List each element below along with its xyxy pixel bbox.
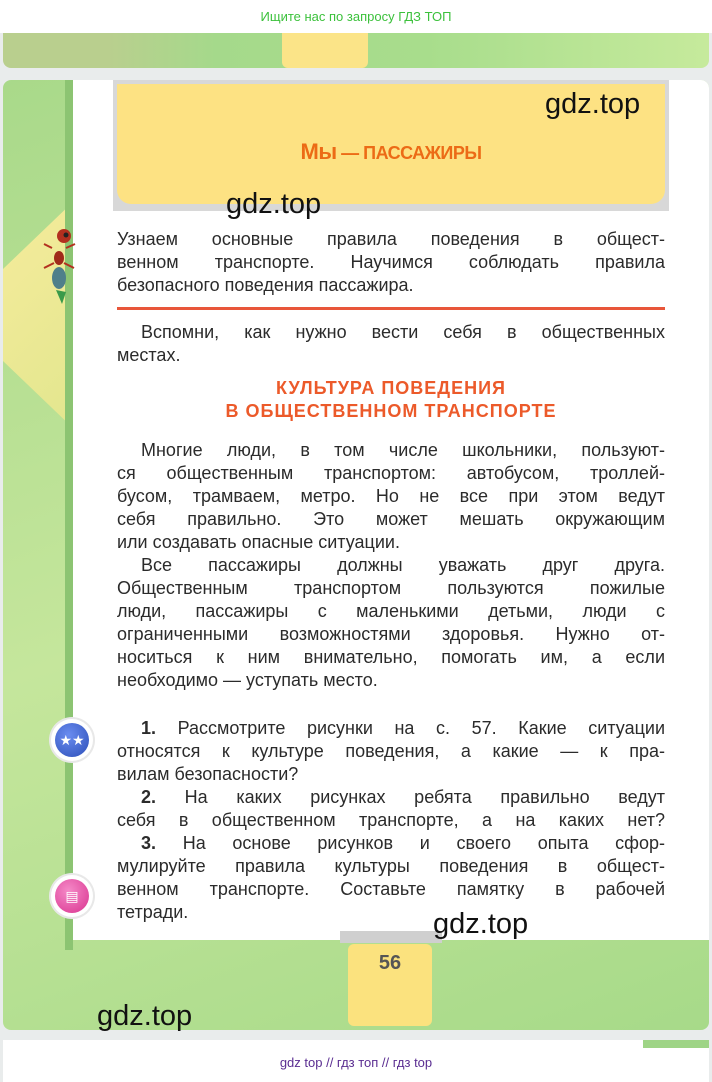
workbook-icon: ▤ — [51, 875, 93, 917]
divider — [117, 307, 665, 310]
lesson-intro: Узнаем основные правила поведения в общест- венном транспорте. Научимся соблюдать правила безопасного поведения пассажира. — [117, 229, 665, 295]
body-text: Многие люди, в том числе школьники, пользуют- ся общественным транспортом: автобусом, троллей- бусом, трамваем, метро. Но не все при этом ведут себя правильно. Это может мешать окружающим или создавать опасные ситуации. Все пассажиры должны уважать друг друга. Общественным транспортом пользуются пожилые люди, пассажиры с маленькими детьми, люди с ограниченными возможностями здоровья. Нужно от- носиться к ним внимательно, помогать им, а если необходимо — уступать место. — [117, 440, 665, 690]
watermark: gdz.top — [545, 88, 641, 120]
page-number: 56 — [348, 944, 432, 1026]
ant-mascot-icon — [42, 218, 78, 308]
watermark: gdz.top — [433, 908, 529, 940]
recall-text: Вспомни, как нужно вести себя в общественных местах. — [117, 322, 665, 365]
questions: 1. Рассмотрите рисунки на с. 57. Какие ситуации относятся к культуре поведения, а какие — к пра- вилам безопасности? 2. На каких рисунках ребята правильно ведут себя в общественном транспорте, а на каких нет? 3. На основе рисунков и своего опыта сфор- мулируйте правила культуры поведения в общест- венном транспорте. Составьте памятку в рабочей тетради. — [117, 718, 665, 922]
footer-links[interactable]: gdz top // гдз топ // гдз top — [279, 1055, 433, 1070]
section-heading: КУЛЬТУРА ПОВЕДЕНИЯ В ОБЩЕСТВЕННОМ ТРАНСПОРТЕ — [225, 378, 557, 421]
stars-task-icon: ★★ — [51, 719, 93, 761]
previous-page-strip — [3, 33, 709, 68]
watermark: gdz.top — [97, 1000, 193, 1032]
watermark: gdz.top — [226, 188, 322, 220]
lesson-title: Мы — ПАССАЖИРЫ — [300, 139, 482, 164]
search-banner[interactable]: Ищите нас по запросу ГДЗ ТОП — [0, 0, 712, 33]
